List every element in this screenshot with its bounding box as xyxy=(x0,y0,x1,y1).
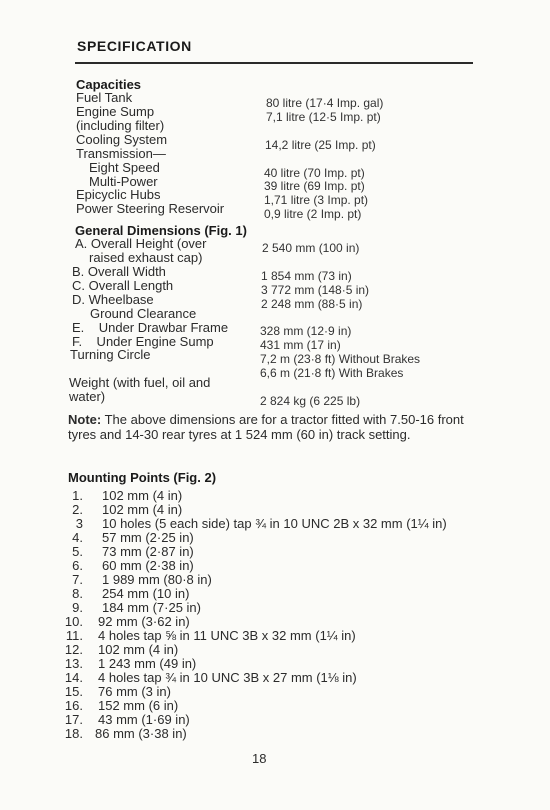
header-rule xyxy=(75,62,473,64)
dimension-label: A. Overall Height (over xyxy=(75,236,207,251)
mounting-value: 1 243 mm (49 in) xyxy=(98,656,197,671)
dimension-label: C. Overall Length xyxy=(72,278,174,293)
dimension-label: B. Overall Width xyxy=(72,264,166,279)
mounting-value: 254 mm (10 in) xyxy=(102,586,190,601)
mounting-number: 8. xyxy=(72,586,83,601)
capacity-value: 39 litre (69 Imp. pt) xyxy=(264,179,365,193)
dimension-value: 328 mm (12·9 in) xyxy=(260,324,352,338)
capacity-label: (including filter) xyxy=(76,118,165,133)
note-text: The above dimensions are for a tractor fitted with 7.50-16 front tyres and 14-30 rear tyres at 1 524 mm (60 in) track setting. xyxy=(68,412,464,442)
mounting-value: 184 mm (7·25 in) xyxy=(102,600,201,615)
dimension-value: 3 772 mm (148·5 in) xyxy=(261,283,370,297)
mounting-number: 12. xyxy=(64,642,83,657)
dimension-label: Ground Clearance xyxy=(90,306,197,321)
mounting-number: 13. xyxy=(64,656,83,671)
mounting-number: 16. xyxy=(64,698,83,713)
capacities-heading: Capacities xyxy=(76,77,142,92)
mounting-number: 6. xyxy=(72,558,83,573)
mounting-value: 43 mm (1·69 in) xyxy=(98,712,190,727)
dimension-label: Weight (with fuel, oil and xyxy=(69,375,211,390)
dimension-value: 2 248 mm (88·5 in) xyxy=(261,297,363,311)
mounting-value: 57 mm (2·25 in) xyxy=(102,530,194,545)
mounting-number: 14. xyxy=(64,670,83,685)
mounting-number: 10. xyxy=(64,614,83,629)
mounting-number: 18. xyxy=(64,726,83,741)
mounting-value: 102 mm (4 in) xyxy=(102,502,183,517)
mounting-value: 60 mm (2·38 in) xyxy=(102,558,194,573)
dimension-label: water) xyxy=(69,389,106,404)
mounting-number: 4. xyxy=(72,530,83,545)
dimension-label: raised exhaust cap) xyxy=(89,250,203,265)
dimension-label: F. Under Engine Sump xyxy=(72,334,214,349)
dimension-label: Turning Circle xyxy=(70,347,151,362)
dimension-value: 431 mm (17 in) xyxy=(260,338,341,352)
dimensions-heading: General Dimensions (Fig. 1) xyxy=(75,223,247,238)
capacity-label: Multi-Power xyxy=(89,174,158,189)
capacity-label: Engine Sump xyxy=(76,104,155,119)
dimension-value: 2 540 mm (100 in) xyxy=(262,241,360,255)
capacity-label: Fuel Tank xyxy=(76,90,133,105)
dimension-value: 6,6 m (21·8 ft) With Brakes xyxy=(260,366,404,380)
capacity-value: 7,1 litre (12·5 Imp. pt) xyxy=(266,110,381,124)
capacity-value: 14,2 litre (25 Imp. pt) xyxy=(265,138,376,152)
capacity-value: 40 litre (70 Imp. pt) xyxy=(264,166,365,180)
page-title: SPECIFICATION xyxy=(77,38,192,54)
capacity-label: Transmission— xyxy=(76,146,166,161)
mounting-heading: Mounting Points (Fig. 2) xyxy=(68,470,217,485)
mounting-number: 7. xyxy=(72,572,83,587)
mounting-value: 152 mm (6 in) xyxy=(98,698,179,713)
note-label: Note: xyxy=(68,412,102,427)
dimensions-note xyxy=(68,412,468,442)
mounting-number: 5. xyxy=(72,544,83,559)
capacity-label: Eight Speed xyxy=(89,160,160,175)
mounting-value: 4 holes tap ⅝ in 11 UNC 3B x 32 mm (1¼ in) xyxy=(98,628,356,643)
mounting-value: 102 mm (4 in) xyxy=(102,488,183,503)
dimension-label: E. Under Drawbar Frame xyxy=(72,320,229,335)
mounting-number: 1. xyxy=(72,488,83,503)
mounting-number: 2. xyxy=(72,502,83,517)
capacity-label: Cooling System xyxy=(76,132,168,147)
mounting-value: 92 mm (3·62 in) xyxy=(98,614,190,629)
mounting-number: 11. xyxy=(65,628,83,643)
dimension-value: 1 854 mm (73 in) xyxy=(261,269,352,283)
mounting-value: 1 989 mm (80·8 in) xyxy=(102,572,212,587)
mounting-number: 17. xyxy=(64,712,83,727)
dimension-value: 2 824 kg (6 225 lb) xyxy=(260,394,361,408)
capacity-label: Epicyclic Hubs xyxy=(76,187,161,202)
mounting-value: 102 mm (4 in) xyxy=(98,642,179,657)
capacity-label: Power Steering Reservoir xyxy=(76,201,225,216)
mounting-number: 3 xyxy=(75,516,83,531)
mounting-value: 10 holes (5 each side) tap ¾ in 10 UNC 2B x 32 mm (1¼ in) xyxy=(102,516,447,531)
page-number: 18 xyxy=(252,751,267,766)
capacity-value: 80 litre (17·4 Imp. gal) xyxy=(266,96,384,110)
capacity-value: 0,9 litre (2 Imp. pt) xyxy=(264,207,362,221)
dimension-label: D. Wheelbase xyxy=(72,292,154,307)
dimension-value: 7,2 m (23·8 ft) Without Brakes xyxy=(260,352,421,366)
capacity-value: 1,71 litre (3 Imp. pt) xyxy=(264,193,369,207)
mounting-number: 9. xyxy=(72,600,83,615)
mounting-value: 4 holes tap ¾ in 10 UNC 3B x 27 mm (1⅛ in) xyxy=(98,670,357,685)
mounting-value: 86 mm (3·38 in) xyxy=(95,726,187,741)
mounting-value: 73 mm (2·87 in) xyxy=(102,544,194,559)
mounting-value: 76 mm (3 in) xyxy=(98,684,171,699)
mounting-number: 15. xyxy=(64,684,83,699)
